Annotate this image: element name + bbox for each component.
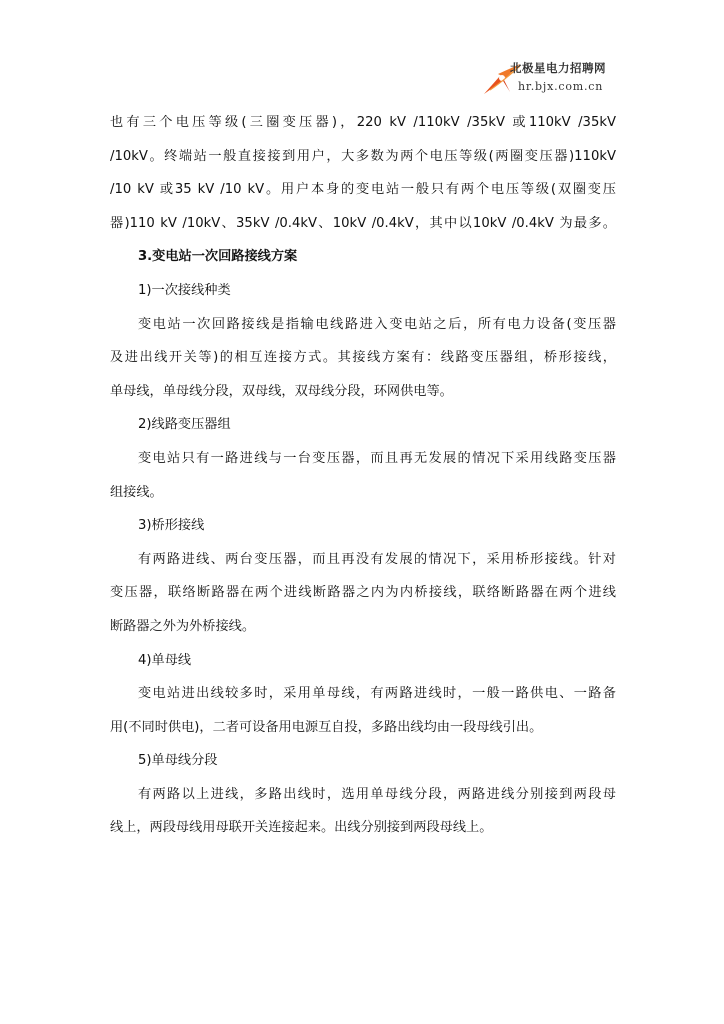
paragraph-line: 有两路以上进线，多路出线时，选用单母线分段，两路进线分别接到两段母 (138, 786, 616, 802)
paragraph-line: 线上，两段母线用母联开关连接起来。出线分别接到两段母线上。 (110, 820, 493, 836)
paragraph-line: 组接线。 (110, 484, 163, 500)
paragraph-line: 单母线，单母线分段，双母线，双母线分段，环网供电等。 (110, 383, 453, 399)
site-logo (480, 54, 620, 100)
section-heading: 3.变电站一次回路接线方案 (138, 249, 298, 265)
paragraph-line: /10kV。终端站一般直接接到用户，大多数为两个电压等级(两圈变压器)110kV (110, 148, 616, 164)
subsection-heading: 2)线路变压器组 (138, 417, 231, 433)
paragraph-line: 变电站进出线较多时，采用单母线，有两路进线时，一般一路供电、一路备 (138, 686, 616, 702)
paragraph-line: 及进出线开关等)的相互连接方式。其接线方案有：线路变压器组，桥形接线， (110, 350, 616, 366)
paragraph-line: 也有三个电压等级(三圈变压器)，220 kV /110kV /35kV 或110kV /35kV (110, 115, 616, 130)
document-body (110, 106, 616, 845)
subsection-heading: 5)单母线分段 (138, 753, 218, 769)
paragraph-line: /10 kV 或35 kV /10 kV。用户本身的变电站一般只有两个电压等级(双圈变压 (110, 182, 616, 198)
paragraph-line: 变压器，联络断路器在两个进线断路器之内为内桥接线，联络断路器在两个进线 (110, 585, 616, 601)
paragraph-line: 断路器之外为外桥接线。 (110, 618, 256, 634)
subsection-heading: 3)桥形接线 (138, 518, 205, 534)
paragraph-line: 变电站只有一路进线与一台变压器，而且再无发展的情况下采用线路变压器 (138, 450, 616, 466)
paragraph-line: 变电站一次回路接线是指输电线路进入变电站之后，所有电力设备(变压器 (138, 316, 616, 332)
subsection-heading: 1)一次接线种类 (138, 282, 231, 298)
paragraph-line: 用(不同时供电)，二者可设备用电源互自投，多路出线均由一段母线引出。 (110, 719, 543, 735)
site-name: 北极星电力招聘网 (510, 61, 606, 75)
paragraph-line: 有两路进线、两台变压器，而且再没有发展的情况下，采用桥形接线。针对 (138, 551, 616, 567)
paragraph-line: 器)110 kV /10kV、35kV /0.4kV、10kV /0.4kV，其中以10kV /0.4kV 为最多。 (110, 215, 616, 231)
subsection-heading: 4)单母线 (138, 652, 192, 668)
site-url: hr.bjx.com.cn (518, 80, 604, 93)
